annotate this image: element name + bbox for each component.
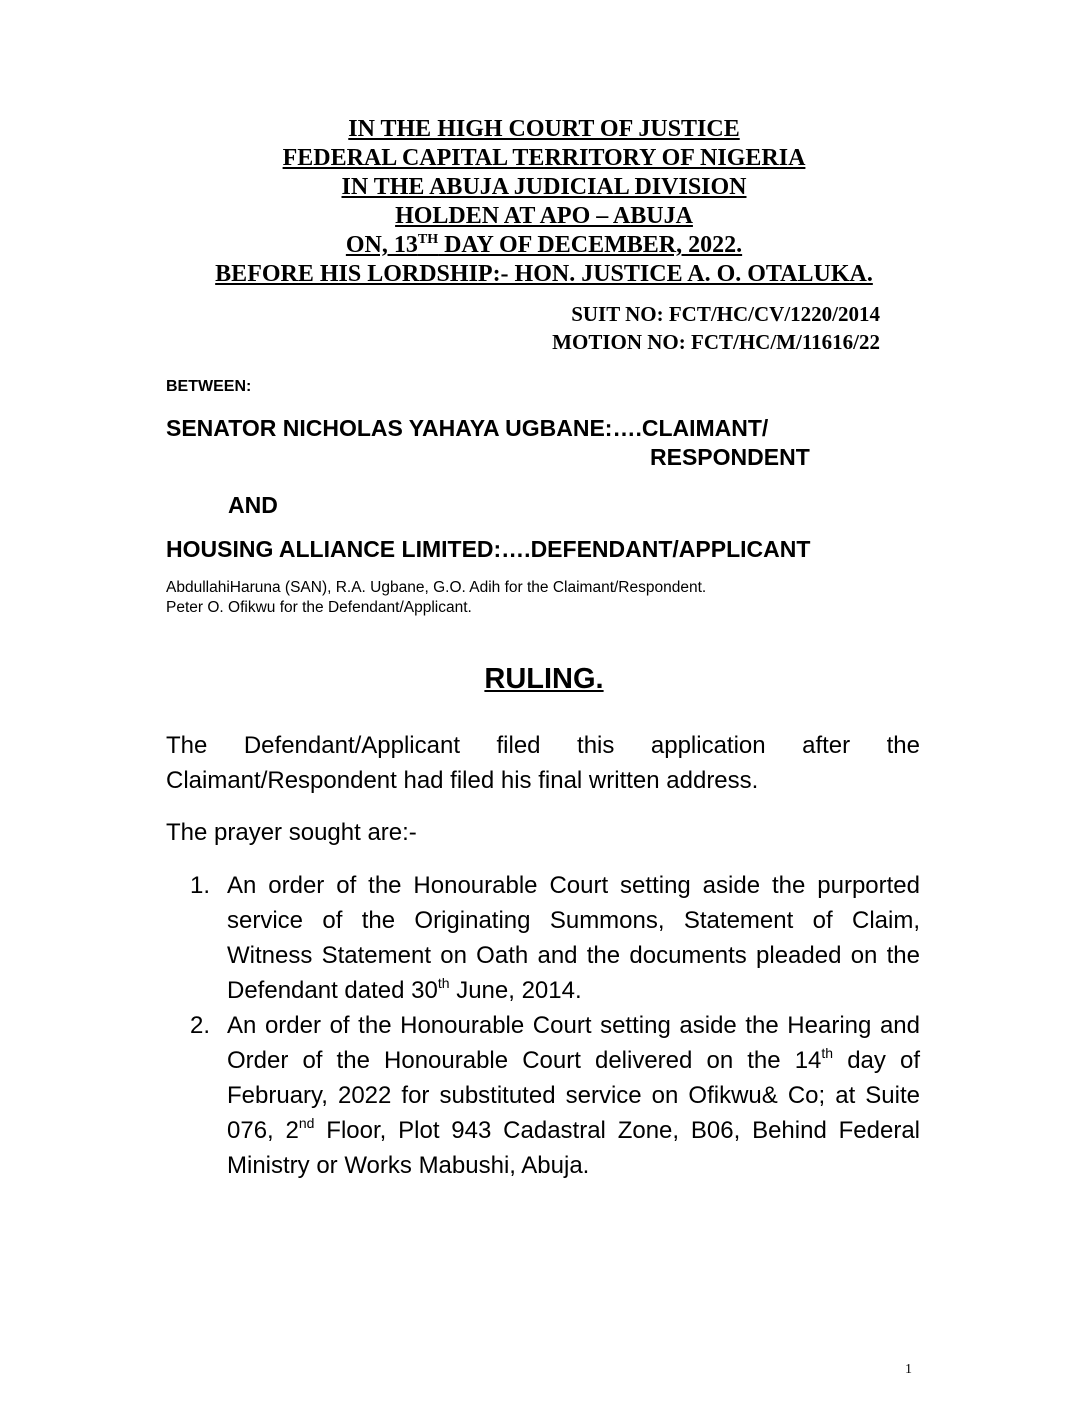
prayer-list	[190, 868, 920, 1183]
prayer-sup: nd	[298, 1115, 315, 1131]
header-date-prefix: ON, 13	[345, 232, 418, 258]
header-division: IN THE ABUJA JUDICIAL DIVISION	[341, 174, 747, 200]
defendant-counsel: Peter O. Ofikwu for the Defendant/Applicant.	[166, 599, 472, 616]
defendant-party: HOUSING ALLIANCE LIMITED:….DEFENDANT/APPLICANT	[166, 536, 811, 562]
and-label: AND	[228, 492, 278, 518]
court-header	[0, 115, 1088, 289]
header-territory: FEDERAL CAPITAL TERRITORY OF NIGERIA	[282, 145, 806, 171]
paragraph-1-line-2: Claimant/Respondent had filed his final written address.	[166, 767, 759, 794]
prayer-sup: th	[821, 1045, 834, 1061]
header-date-suffix: DAY OF DECEMBER, 2022.	[438, 232, 743, 258]
header-date-sup: TH	[417, 232, 439, 247]
prayer-text: An order of the Honourable Court setting aside the purported service of the Originating Summons, Statement of Claim, Witness Statement on Oath and the documents pleaded on the Defendant dated 30	[227, 872, 920, 1004]
page-number: 1	[905, 1362, 912, 1377]
prayer-number: 2.	[190, 1012, 211, 1039]
suit-numbers	[505, 300, 880, 356]
header-before: BEFORE HIS LORDSHIP:- HON. JUSTICE A. O. OTALUKA.	[215, 261, 873, 287]
prayer-sup: th	[437, 975, 450, 991]
header-date	[0, 231, 1088, 260]
claimant-role: RESPONDENT	[650, 444, 810, 470]
ruling-title: RULING.	[484, 663, 604, 695]
between-label: BETWEEN:	[166, 378, 252, 395]
suit-number: SUIT NO: FCT/HC/CV/1220/2014	[571, 302, 880, 326]
claimant-counsel: AbdullahiHaruna (SAN), R.A. Ugbane, G.O. Adih for the Claimant/Respondent.	[166, 579, 707, 596]
prayer-item-1	[190, 868, 920, 1008]
prayer-item-2	[190, 1008, 920, 1183]
claimant-party: SENATOR NICHOLAS YAHAYA UGBANE:….CLAIMANT/	[166, 415, 769, 441]
prayer-number: 1.	[190, 872, 211, 899]
prayer-text-mid: day of February, 2022 for substituted service on Ofikwu& Co; at Suite 076, 2	[227, 1047, 921, 1144]
counsel-appearances	[166, 578, 706, 618]
prayer-text-end: June, 2014.	[449, 977, 582, 1004]
motion-number: MOTION NO: FCT/HC/M/11616/22	[552, 330, 880, 354]
header-holden: HOLDEN AT APO – ABUJA	[395, 203, 693, 229]
paragraph-1-line-1: The Defendant/Applicant filed this application after the	[166, 732, 920, 759]
ruling-paragraph-2: The prayer sought are:-	[166, 819, 417, 846]
ruling-paragraph-1	[166, 728, 920, 798]
header-court-name: IN THE HIGH COURT OF JUSTICE	[348, 116, 740, 142]
prayer-text: An order of the Honourable Court setting aside the Hearing and Order of the Honourable Court delivered on the 14	[227, 1012, 920, 1074]
prayer-text-end: Floor, Plot 943 Cadastral Zone, B06, Behind Federal Ministry or Works Mabushi, Abuja.	[227, 1117, 921, 1179]
